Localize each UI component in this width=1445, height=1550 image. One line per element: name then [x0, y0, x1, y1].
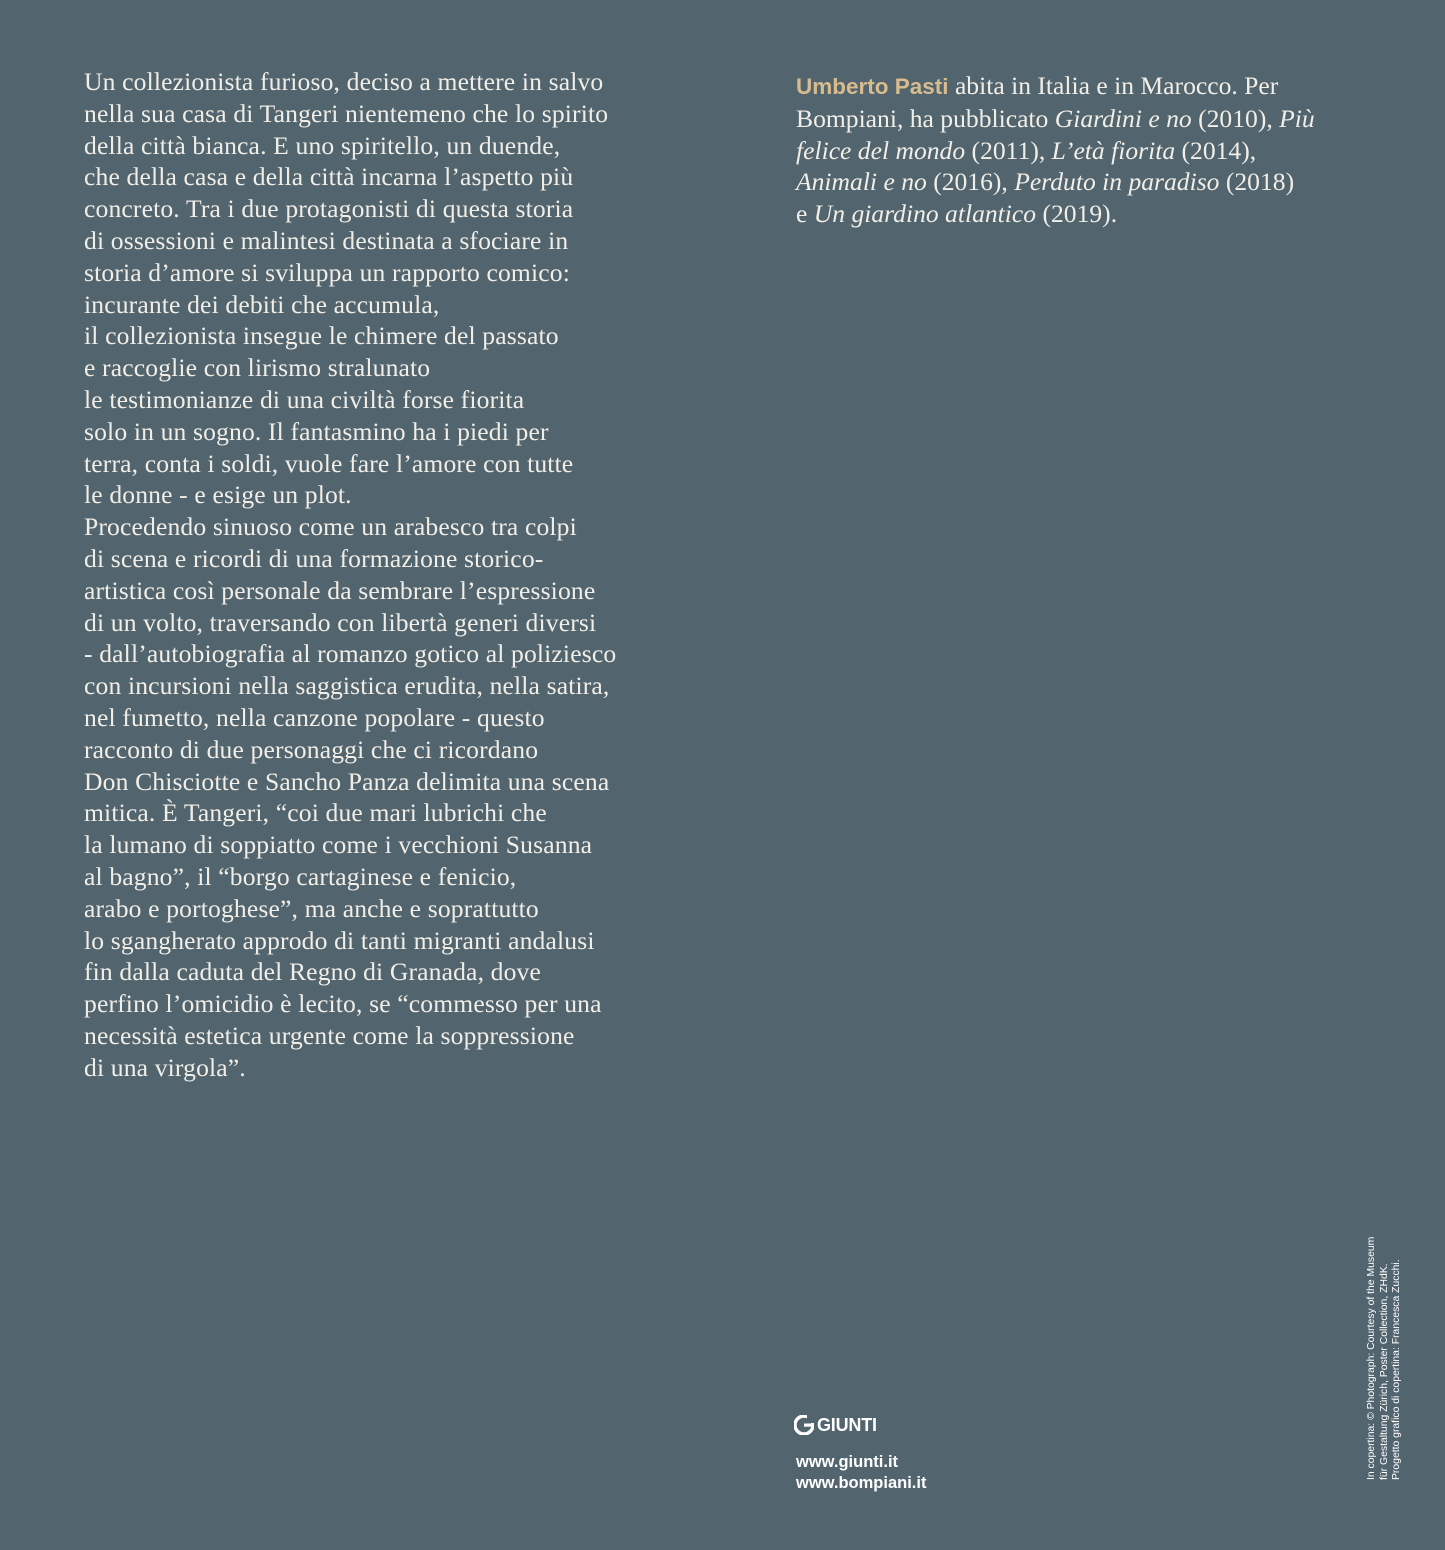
blurb-line: storia d’amore si sviluppa un rapporto comico: — [84, 257, 570, 287]
blurb-line: al bagno”, il “borgo cartaginese e fenicio, — [84, 861, 517, 891]
blurb-line: nel fumetto, nella canzone popolare - questo — [84, 702, 545, 732]
credit-line: In copertina: © Photograph: Courtesy of the Museum — [1366, 1236, 1377, 1480]
bio-text: Bompiani, ha pubblicato — [796, 103, 1055, 133]
blurb-line: che della casa e della città incarna l’aspetto più — [84, 162, 574, 192]
blurb-line: necessità estetica urgente come la soppressione — [84, 1020, 575, 1050]
website-link[interactable]: www.bompiani.it — [796, 1474, 927, 1492]
blurb-line: - dall’autobiografia al romanzo gotico al poliziesco — [84, 639, 617, 669]
author-bio-line — [796, 166, 1376, 198]
blurb-line: Un collezionista furioso, deciso a mettere in salvo — [84, 67, 604, 96]
publisher-websites — [796, 1452, 926, 1494]
bio-text: (2011), — [965, 135, 1052, 165]
book-title: Giardini e no — [1054, 103, 1192, 133]
blurb-line: della città bianca. E uno spiritello, un duende, — [84, 130, 561, 160]
blurb-line: Procedendo sinuoso come un arabesco tra colpi — [84, 512, 577, 542]
cover-credits — [1366, 1236, 1404, 1480]
blurb-line: nella sua casa di Tangeri nientemeno che lo spirito — [84, 98, 609, 128]
blurb-line: con incursioni nella saggistica erudita, nella satira, — [84, 671, 610, 701]
blurb-line: lo sgangherato approdo di tanti migranti andalusi — [84, 925, 595, 955]
author-bio-line — [796, 198, 1376, 230]
blurb-line: le donne - e esige un plot. — [84, 480, 352, 510]
blurb-line: il collezionista insegue le chimere del passato — [84, 321, 559, 351]
book-title: Perduto in paradiso — [1014, 167, 1220, 197]
blurb-line: Don Chisciotte e Sancho Panza delimita una scena — [84, 766, 610, 796]
blurb-line: di scena e ricordi di una formazione storico- — [84, 543, 544, 573]
author-bio — [796, 70, 1376, 230]
giunti-logo-text: GIUNTI — [817, 1414, 877, 1435]
blurb-line: concreto. Tra i due protagonisti di questa storia — [84, 194, 574, 224]
book-title: Più — [1279, 103, 1315, 133]
blurb-line: e raccoglie con lirismo stralunato — [84, 353, 431, 383]
bio-text: (2014), — [1175, 135, 1257, 165]
blurb-line: di un volto, traversando con libertà generi diversi — [84, 607, 597, 637]
blurb-line: incurante dei debiti che accumula, — [84, 289, 440, 319]
author-bio-line — [796, 103, 1376, 135]
blurb-line: perfino l’omicidio è lecito, se “commesso per una — [84, 989, 602, 1019]
author-name: Umberto Pasti — [796, 74, 949, 99]
author-bio-line — [796, 70, 1376, 103]
giunti-logo — [794, 1413, 877, 1437]
blurb-line: di una virgola”. — [84, 1052, 246, 1082]
blurb-line: mitica. È Tangeri, “coi due mari lubrichi che — [84, 798, 547, 828]
credit-line: Progetto grafico di copertina: Francesca Zucchi. — [1391, 1259, 1403, 1480]
blurb-line: le testimonianze di una civiltà forse fiorita — [84, 384, 525, 414]
bio-text: (2019). — [1036, 199, 1118, 229]
blurb-line: di ossessioni e malintesi destinata a sfociare in — [84, 225, 569, 255]
book-title: L’età fiorita — [1051, 135, 1176, 165]
bio-text: e — [796, 199, 814, 229]
back-cover-blurb — [84, 66, 664, 1084]
author-intro: abita in Italia e in Marocco. Per — [948, 71, 1279, 100]
bio-text: (2016), — [926, 167, 1015, 197]
blurb-line: terra, conta i soldi, vuole fare l’amore con tutte — [84, 448, 574, 478]
credit-line: für Gestaltung Zürich, Poster Collection, ZHdK. — [1378, 1263, 1390, 1480]
blurb-line: artistica così personale da sembrare l’espressione — [84, 575, 596, 605]
giunti-g-icon — [794, 1415, 814, 1435]
book-title: Animali e no — [796, 167, 927, 197]
book-title: felice del mondo — [796, 135, 966, 165]
bio-text: (2018) — [1219, 167, 1295, 197]
website-link[interactable]: www.giunti.it — [796, 1453, 899, 1471]
blurb-line: arabo e portoghese”, ma anche e soprattutto — [84, 893, 539, 923]
author-bio-line — [796, 135, 1376, 167]
blurb-line: racconto di due personaggi che ci ricordano — [84, 734, 539, 764]
book-title: Un giardino atlantico — [813, 199, 1037, 229]
blurb-line: fin dalla caduta del Regno di Granada, dove — [84, 957, 542, 987]
blurb-line: la lumano di soppiatto come i vecchioni Susanna — [84, 830, 593, 860]
blurb-line: solo in un sogno. Il fantasmino ha i piedi per — [84, 416, 549, 446]
bio-text: (2010), — [1191, 103, 1280, 133]
